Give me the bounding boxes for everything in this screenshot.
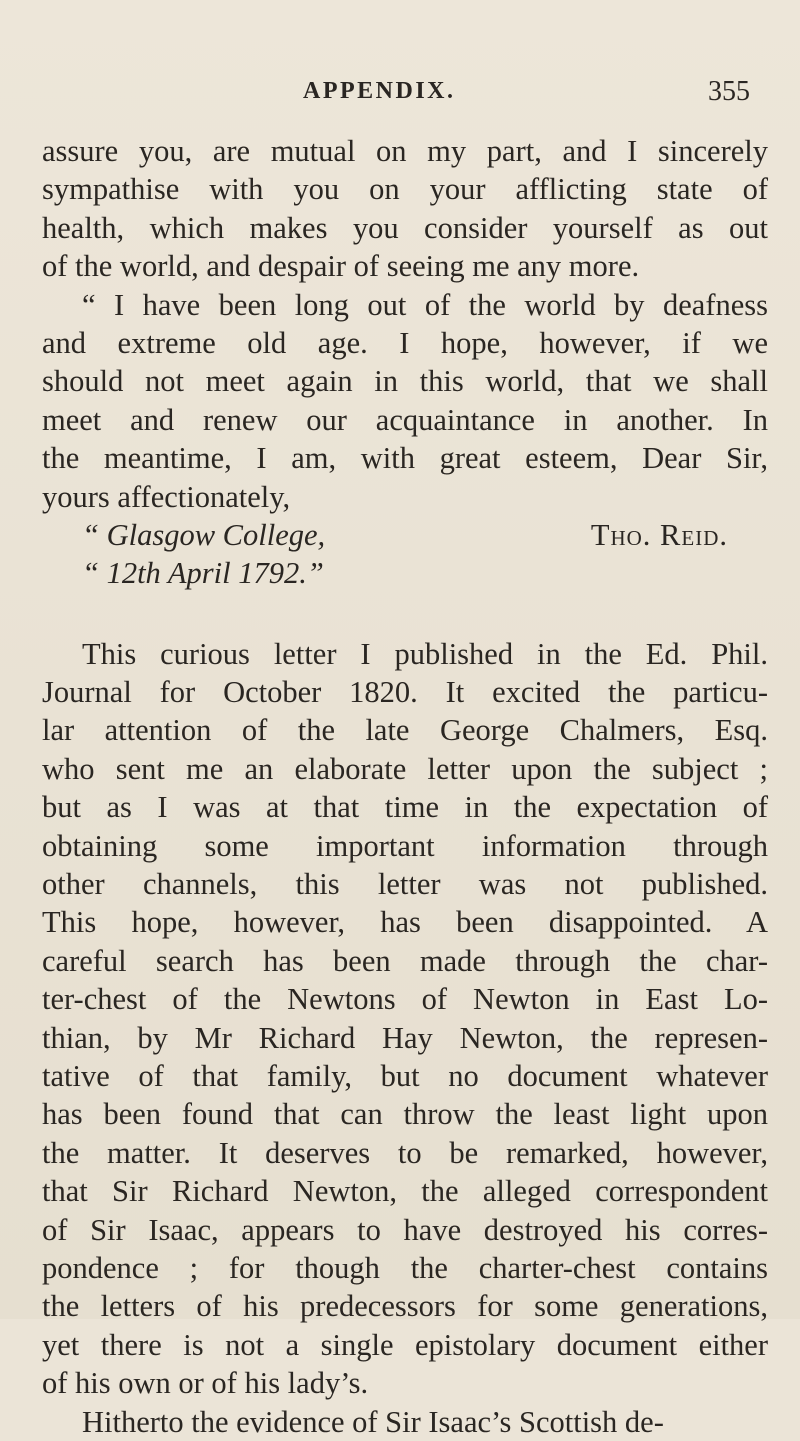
text-line: yet there is not a single epistolary document either [42, 1327, 768, 1362]
body-text [42, 132, 768, 1441]
text-line: of the world, and despair of seeing me any more. [42, 249, 640, 284]
text-line: should not meet again in this world, that we shall [42, 364, 768, 399]
text-line: lar attention of the late George Chalmers, Esq. [42, 713, 768, 748]
text-line: This hope, however, has been disappointed. A [42, 905, 768, 940]
text-line: who sent me an elaborate letter upon the subject ; [42, 751, 768, 786]
text-line: careful search has been made through the char- [42, 943, 768, 978]
text-line: tative of that family, but no document whatever [42, 1058, 768, 1093]
text-line: pondence ; for though the charter-chest contains [42, 1250, 768, 1285]
text-line: that Sir Richard Newton, the alleged correspondent [42, 1174, 768, 1209]
text-line: health, which makes you consider yourself as out [42, 210, 768, 245]
text-line: of his own or of his lady’s. [42, 1366, 369, 1401]
page-header [0, 78, 800, 118]
text-line: assure you, are mutual on my part, and I sincerely [42, 134, 768, 168]
text-line: “ I have been long out of the world by deafness [82, 287, 768, 322]
text-line: other channels, this letter was not published. [42, 867, 768, 902]
signatory: Tho. Reid. [590, 517, 728, 552]
text-line: the meantime, I am, with great esteem, Dear Sir, [42, 441, 768, 476]
text-line: Hitherto the evidence of Sir Isaac’s Scottish de- [82, 1404, 664, 1439]
text-line: sympathise with you on your afflicting state of [42, 172, 768, 207]
text-line: has been found that can throw the least light upon [42, 1097, 768, 1132]
page-number: 355 [708, 76, 750, 107]
text-line: meet and renew our acquaintance in another. In [42, 402, 768, 437]
text-line: ter-chest of the Newtons of Newton in East Lo- [42, 982, 768, 1017]
text-line: the letters of his predecessors for some generations, [42, 1289, 768, 1324]
date-line [42, 554, 768, 592]
sign-date: “ 12th April 1792.” [82, 556, 324, 591]
sign-place: “ Glasgow College, [82, 517, 326, 552]
text-line: the matter. It deserves to be remarked, however, [42, 1135, 768, 1170]
running-head: APPENDIX. [303, 78, 456, 104]
paragraph-gap [42, 593, 768, 635]
text-line: yours affectionately, [42, 479, 291, 514]
text-line: of Sir Isaac, appears to have destroyed his corres- [42, 1212, 768, 1247]
text-line: and extreme old age. I hope, however, if we [42, 325, 768, 360]
text-line: thian, by Mr Richard Hay Newton, the represen- [42, 1020, 768, 1055]
text-line: This curious letter I published in the Ed. Phil. [82, 636, 768, 671]
text-line: Journal for October 1820. It excited the particu- [42, 675, 768, 710]
text-line: obtaining some important information through [42, 828, 768, 863]
signature-line [42, 516, 768, 554]
text-line: but as I was at that time in the expectation of [42, 790, 768, 825]
